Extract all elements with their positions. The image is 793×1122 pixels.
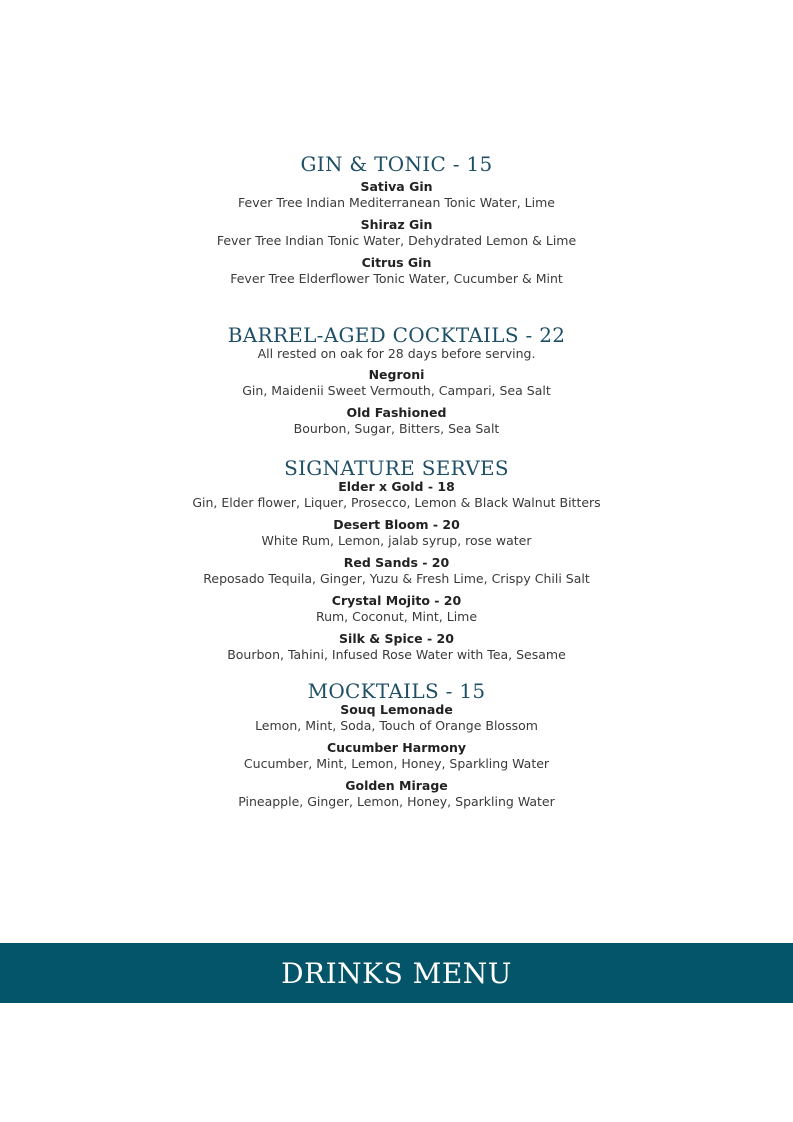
item-name: Silk & Spice - 20 (339, 631, 454, 646)
menu-item (0, 778, 793, 810)
menu-item (0, 555, 793, 587)
section-barrel-aged (0, 324, 793, 437)
menu-item (0, 367, 793, 399)
item-description: Rum, Coconut, Mint, Lime (315, 609, 478, 624)
item-name: Golden Mirage (345, 778, 448, 793)
footer-title: DRINKS MENU (281, 956, 512, 990)
section-mocktails (0, 680, 793, 810)
item-name: Negroni (368, 367, 425, 382)
footer-band (0, 943, 793, 1003)
item-description: Lemon, Mint, Soda, Touch of Orange Blossom (255, 718, 538, 733)
item-name: Elder x Gold - 18 (338, 479, 455, 494)
section-title: BARREL-AGED COCKTAILS - 22 (227, 323, 566, 347)
item-name: Souq Lemonade (340, 702, 453, 717)
item-description: Bourbon, Tahini, Infused Rose Water with Tea, Sesame (227, 647, 566, 662)
section-title: SIGNATURE SERVES (284, 456, 509, 480)
menu-item (0, 517, 793, 549)
item-description: Gin, Elder flower, Liquer, Prosecco, Lemon & Black Walnut Bitters (192, 495, 601, 510)
item-name: Old Fashioned (346, 405, 447, 420)
section-gin-tonic (0, 153, 793, 287)
menu-item (0, 702, 793, 734)
menu-item (0, 217, 793, 249)
item-description: Cucumber, Mint, Lemon, Honey, Sparkling Water (243, 756, 550, 771)
menu-item (0, 593, 793, 625)
item-name: Cucumber Harmony (326, 740, 467, 755)
menu-item (0, 405, 793, 437)
item-name: Desert Bloom - 20 (333, 517, 460, 532)
item-description: Gin, Maidenii Sweet Vermouth, Campari, Sea Salt (242, 383, 551, 398)
item-description: Fever Tree Indian Tonic Water, Dehydrated Lemon & Lime (216, 233, 577, 248)
item-name: Crystal Mojito - 20 (331, 593, 462, 608)
item-description: Fever Tree Indian Mediterranean Tonic Water, Lime (238, 195, 555, 210)
menu-item (0, 740, 793, 772)
menu-item (0, 179, 793, 211)
item-name: Shiraz Gin (360, 217, 433, 232)
section-note: All rested on oak for 28 days before serving. (257, 346, 536, 361)
item-name: Red Sands - 20 (343, 555, 450, 570)
section-title: MOCKTAILS - 15 (307, 679, 486, 703)
section-title: GIN & TONIC - 15 (300, 152, 493, 176)
item-description: Fever Tree Elderflower Tonic Water, Cucumber & Mint (230, 271, 563, 286)
item-description: Reposado Tequila, Ginger, Yuzu & Fresh Lime, Crispy Chili Salt (203, 571, 590, 586)
menu-item (0, 479, 793, 511)
item-description: Bourbon, Sugar, Bitters, Sea Salt (293, 421, 500, 436)
section-signature-serves (0, 457, 793, 663)
menu-item (0, 255, 793, 287)
item-name: Citrus Gin (361, 255, 432, 270)
item-name: Sativa Gin (360, 179, 433, 194)
item-description: Pineapple, Ginger, Lemon, Honey, Sparkling Water (238, 794, 555, 809)
item-description: White Rum, Lemon, jalab syrup, rose water (261, 533, 532, 548)
menu-item (0, 631, 793, 663)
